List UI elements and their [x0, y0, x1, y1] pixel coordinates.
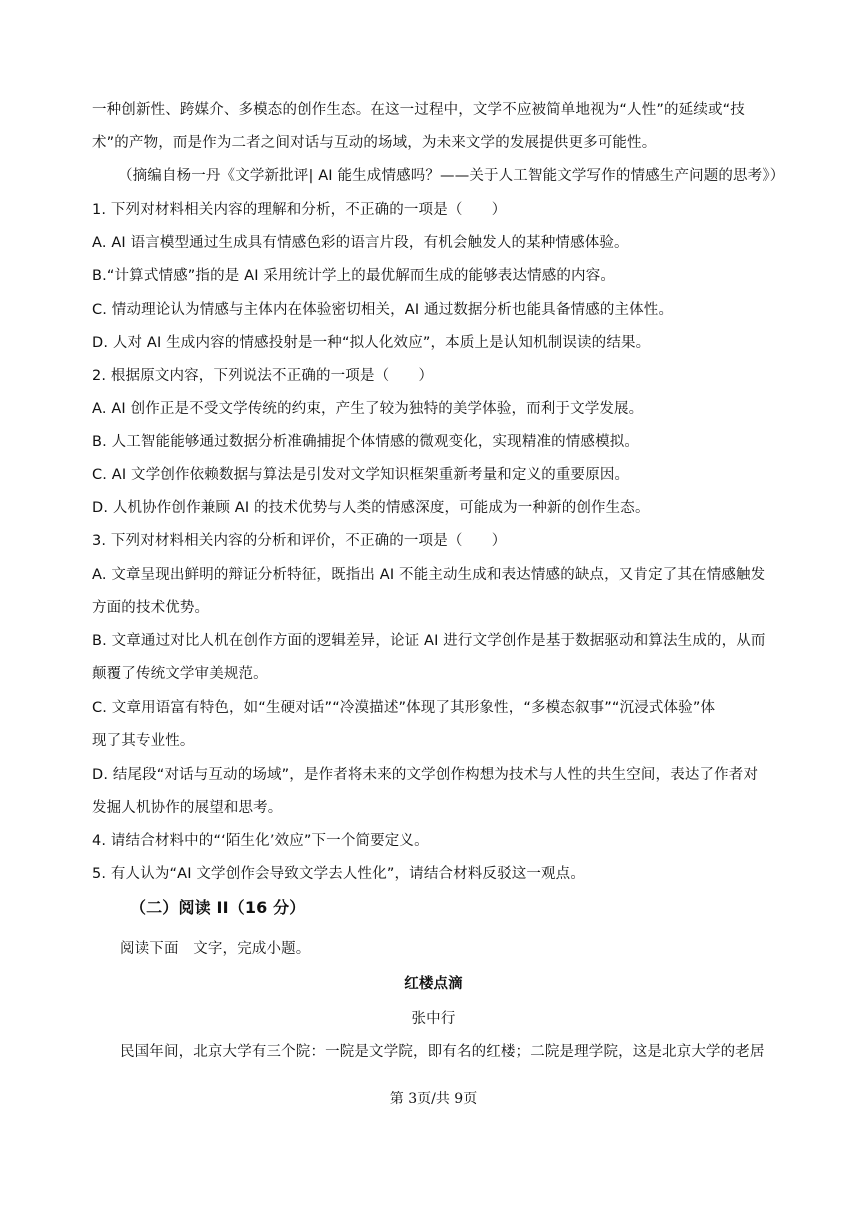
- option-1a: A. AI 语言模型通过生成具有情感色彩的语言片段，有机会触发人的某种情感体验。: [92, 235, 629, 251]
- section-heading: （二）阅读 II（16 分）: [130, 898, 306, 917]
- question-1: 1. 下列对材料相关内容的理解和分析，不正确的一项是（ ）: [92, 202, 507, 218]
- text-line: 术”的产物，而是作为二者之间对话与互动的场域，为未来文学的发展提供更多可能性。: [92, 135, 657, 151]
- option-3c-cont: 现了其专业性。: [92, 733, 195, 749]
- option-1c: C. 情动理论认为情感与主体内在体验密切相关，AI 通过数据分析也能具备情感的主体性。: [92, 302, 674, 318]
- option-2d: D. 人机协作创作兼顾 AI 的技术优势与人类的情感深度，可能成为一种新的创作生态。: [92, 500, 650, 516]
- option-3d-cont: 发掘人机协作的展望和思考。: [92, 800, 283, 816]
- question-5: 5. 有人认为“AI 文学创作会导致文学去人性化”，请结合材料反驳这一观点。: [92, 866, 585, 882]
- question-3: 3. 下列对材料相关内容的分析和评价，不正确的一项是（ ）: [92, 533, 507, 549]
- option-3a: A. 文章呈现出鲜明的辩证分析特征，既指出 AI 不能主动生成和表达情感的缺点，又肯定了其在情感触发: [92, 567, 766, 583]
- option-2b: B. 人工智能能够通过数据分析准确捕捉个体情感的微观变化，实现精准的情感模拟。: [92, 434, 640, 450]
- option-2a: A. AI 创作正是不受文学传统的约束，产生了较为独特的美学体验，而利于文学发展。: [92, 401, 644, 417]
- option-3a-cont: 方面的技术优势。: [92, 600, 210, 616]
- question-4: 4. 请结合材料中的“‘陌生化’效应”下一个简要定义。: [92, 833, 429, 849]
- citation: （摘编自杨一丹《文学新批评| AI 能生成情感吗？——关于人工智能文学写作的情感生产问题的思考》）: [118, 168, 785, 184]
- story-first-line: 民国年间，北京大学有三个院：一院是文学院，即有名的红楼；二院是理学院，这是北京大学的老居: [120, 1044, 765, 1060]
- option-3d: D. 结尾段“对话与互动的场域”，是作者将未来的文学创作构想为技术与人性的共生空间，表达了作者对: [92, 767, 759, 783]
- option-1d: D. 人对 AI 生成内容的情感投射是一种“拟人化效应”，本质上是认知机制误读的结果。: [92, 335, 651, 351]
- option-3c: C. 文章用语富有特色，如“生硬对话”“冷漠描述”体现了其形象性，“多模态叙事”“沉浸式体验”体: [92, 700, 716, 716]
- option-2c: C. AI 文学创作依赖数据与算法是引发对文学知识框架重新考量和定义的重要原因。: [92, 467, 630, 483]
- page-footer: 第 3页/共 9页: [389, 1091, 478, 1107]
- option-1b: B.“计算式情感”指的是 AI 采用统计学上的最优解而生成的能够表达情感的内容。: [92, 268, 615, 284]
- option-3b: B. 文章通过对比人机在创作方面的逻辑差异，论证 AI 进行文学创作是基于数据驱动和算法生成的，从而: [92, 633, 766, 649]
- story-author: 张中行: [411, 1011, 456, 1027]
- instruction: 阅读下面 文字，完成小题。: [120, 941, 311, 957]
- story-title: 红楼点滴: [404, 976, 463, 992]
- question-2: 2. 根据原文内容，下列说法不正确的一项是（ ）: [92, 368, 434, 384]
- text-line: 一种创新性、跨媒介、多模态的创作生态。在这一过程中，文学不应被简单地视为“人性”的延续或“技: [92, 102, 745, 118]
- option-3b-cont: 颠覆了传统文学审美规范。: [92, 666, 268, 682]
